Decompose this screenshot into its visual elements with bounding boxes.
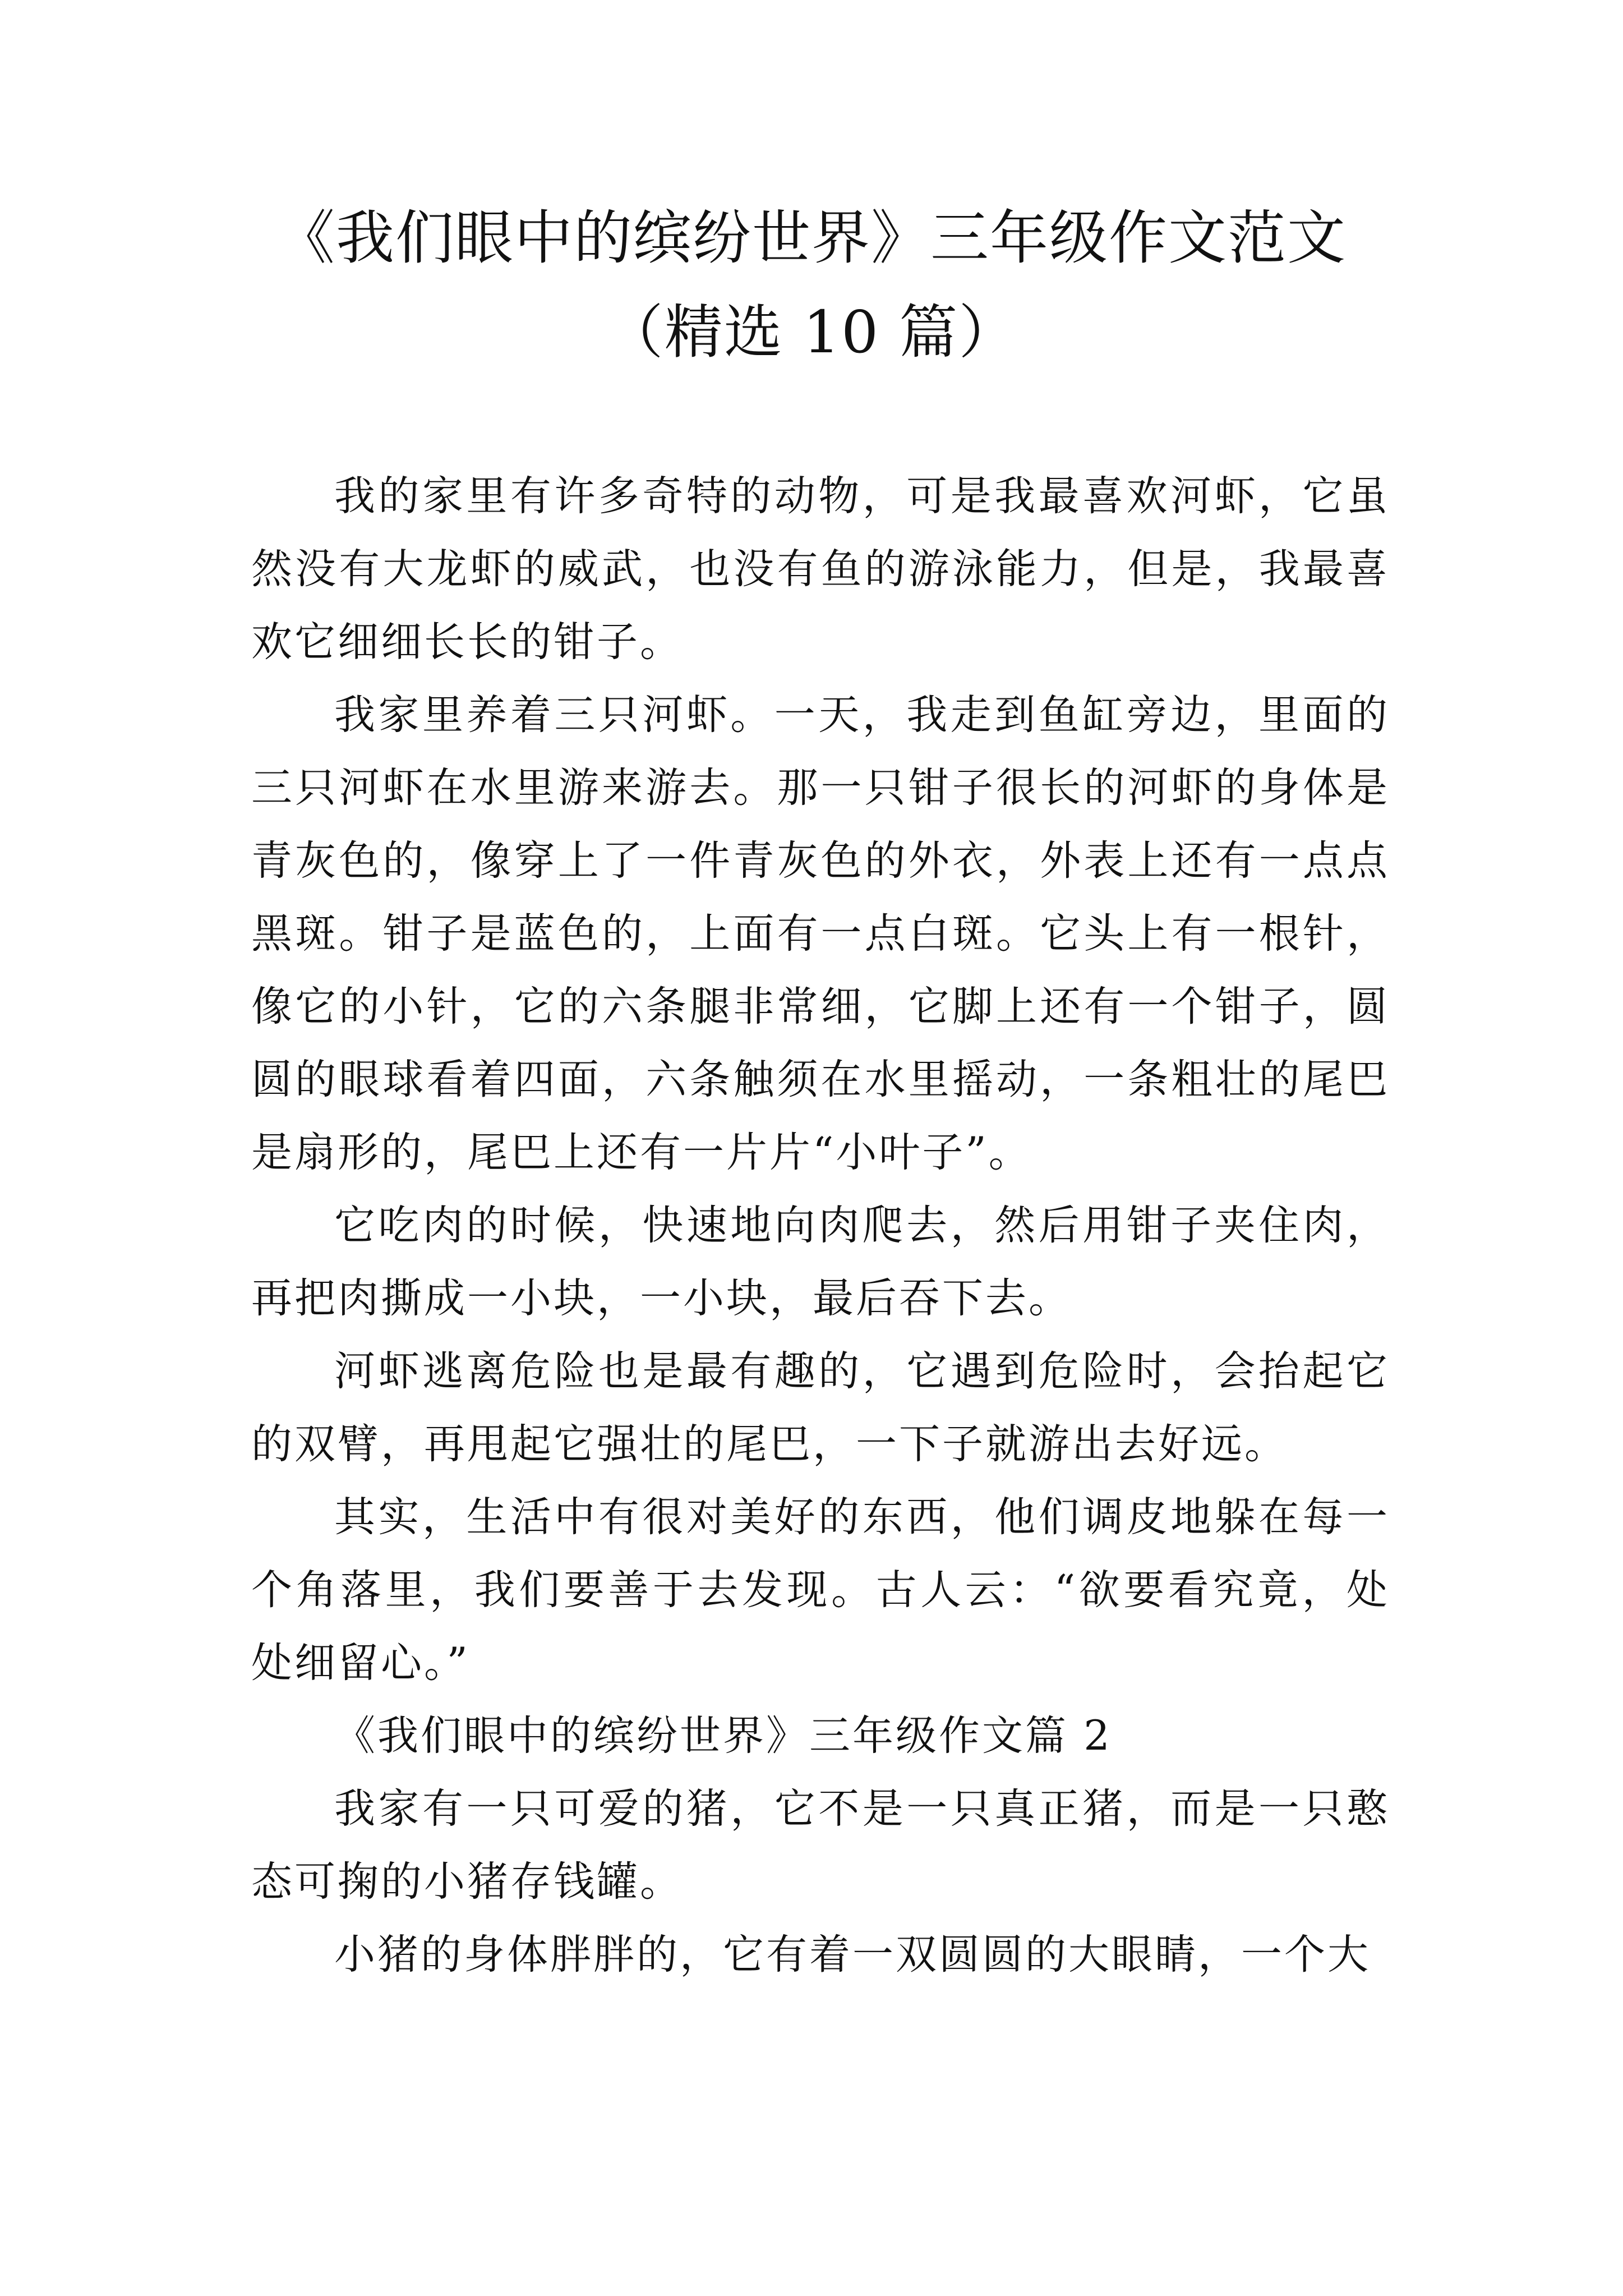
paragraph: 它吃肉的时候，快速地向肉爬去，然后用钳子夹住肉，再把肉撕成一小块，一小块，最后吞下去。 [251,1202,1390,1322]
paragraph: 小猪的身体胖胖的，它有着一双圆圆的大眼睛，一个大 [334,1931,1371,1978]
document-title [241,191,1382,379]
paragraph: 我家里养着三只河虾。一天，我走到鱼缸旁边，里面的三只河虾在水里游来游去。那一只钳子很长的河虾的身体是青灰色的，像穿上了一件青灰色的外衣，外表上还有一点点黑斑。钳子是蓝色的，上面有一点白斑。它头上有一根针，像它的小针，它的六条腿非常细，它脚上还有一个钳子，圆圆的眼球看着四面，六条触须在水里摇动，一条粗壮的尾巴是扇形的，尾巴上还有一片片“小叶子”。 [251,691,1390,1176]
title-line-2: （精选 10 篇） [605,298,1018,366]
paragraph: 其实，生活中有很对美好的东西，他们调皮地躲在每一个角落里，我们要善于去发现。古人云：“欲要看究竟，处处细留心。” [251,1493,1390,1687]
section-heading: 《我们眼中的缤纷世界》三年级作文篇 2 [334,1712,1112,1760]
paragraph: 我的家里有许多奇特的动物，可是我最喜欢河虾，它虽然没有大龙虾的威武，也没有鱼的游泳能力，但是，我最喜欢它细细长长的钳子。 [251,472,1390,666]
paragraph: 我家有一只可爱的猪，它不是一只真正猪，而是一只憨态可掬的小猪存钱罐。 [251,1785,1390,1906]
document-body [251,460,1390,1991]
paragraph: 河虾逃离危险也是最有趣的，它遇到危险时，会抬起它的双臂，再甩起它强壮的尾巴，一下子就游出去好远。 [251,1347,1390,1468]
title-line-1: 《我们眼中的缤纷世界》三年级作文范文 [276,204,1347,272]
